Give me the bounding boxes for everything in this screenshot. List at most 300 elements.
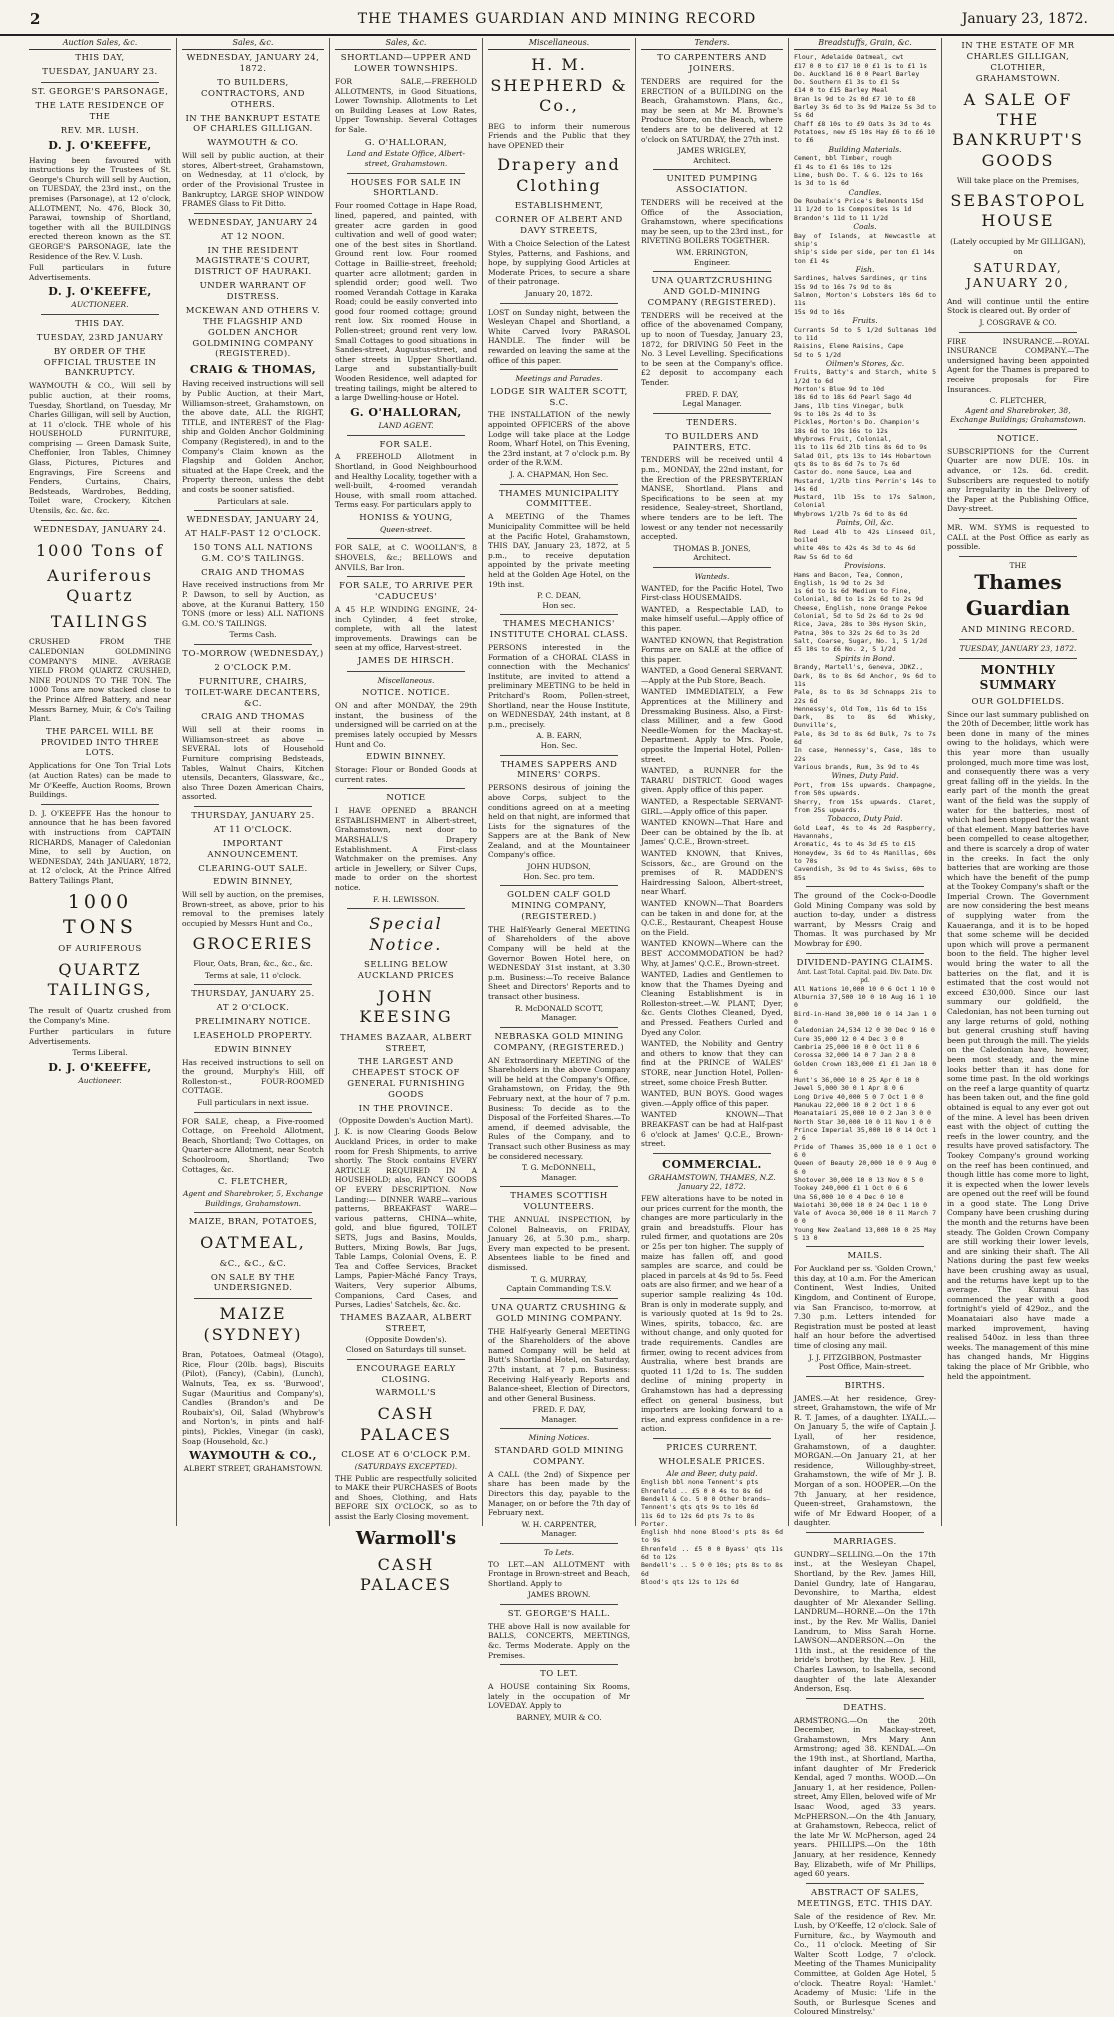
ad-body: THE above Hall is now available for BALLS, CONCERTS, MEETINGS, &c. Terms Moderate. Apply on the Premises. — [488, 1621, 630, 1660]
signature-role: Agent and Sharebroker, 5, Exchange Buildings, Grahamstown. — [182, 1189, 324, 1208]
section-heading: DEATHS. — [843, 1702, 887, 1713]
ad-body: TENDERS are required for the ERECTION of a BUILDING on the Beach, Grahamstown. Plans, &c., may be seen at Mr M. Browne's Produce Store, on the Beach, where tenders are to be delivered at 12 o'clock on SATURDAY, the 27th inst. — [641, 76, 783, 144]
ad-line: UNA QUARTZ CRUSHING & GOLD MINING COMPANY. — [491, 1302, 627, 1324]
ad-line: EDWIN BINNEY, — [213, 877, 293, 888]
deaths — [794, 1703, 936, 1879]
ad-body: Having received instructions will sell by Public Auction, at their Mart, Williamson-street, Grahamstown, on the above date, ALL the RIGHT, TITLE, and INTEREST of the Flag-ship and Golden Anchor Goldmining Company (Registered), in and to the Company's Claim known as the Flagship and Golden Anchor, situated at the Hape Creek, and the Property thereon, unless the debt and costs be sooner satisfied. — [182, 379, 324, 494]
price-row: Cheese, English, none Orange Pekoe — [794, 603, 928, 612]
signature: THOMAS B. JONES, — [673, 543, 751, 553]
ad-furniture — [182, 649, 324, 802]
price-row: Bendell & Co. 5 0 0 Other brands— — [641, 1494, 771, 1503]
price-row: 1s 6d to 1s 6d Medium to Fine, — [794, 587, 912, 596]
price-row: 11s 6d to 12s 6d pts 7s to 8s — [641, 1511, 755, 1520]
price-row: 11s to 11s 6d 2lb tins 8s 6d to 9s — [794, 443, 928, 452]
ad-line: &C., &C., &C. — [219, 1258, 287, 1269]
divider — [959, 429, 1077, 430]
ad-body: TENDERS will be received at the office of the abovenamed Company, up to noon of Tuesday, January 23, 1872, for DRIVING 50 Feet in the No. 3 Level Levelling. Specifications to be seen at the Company's office. £2 deposit to accompany each Tender. — [641, 310, 783, 388]
wanted-item: WANTED, a Good General SERVANT.—Apply at the Pub Store, Beach. — [641, 666, 783, 685]
ad-body: With a Choice Selection of the Latest Styles, Patterns, and Fashions, and hope, by supplying Good Articles at Moderate Prices, to secure a share of their patronage. — [488, 238, 630, 287]
ad-line: CRAIG & THOMAS, — [189, 363, 317, 377]
section-heading: COMMERCIAL. — [662, 1157, 762, 1171]
divider — [500, 1428, 618, 1429]
display-line: MAIZE (SYDNEY) — [203, 1304, 303, 1344]
divider — [959, 639, 1077, 640]
price-row: 15s 9d to 16s — [794, 307, 845, 316]
price-row: Dark, 8s to 8s 6d Whisky, Dunville's, — [794, 713, 936, 730]
ad-body: Storage: Flour or Bonded Goods at current rates. — [335, 765, 477, 784]
section-heading: PRICES CURRENT. — [666, 1442, 758, 1453]
divider — [653, 567, 771, 568]
section-heading: ABSTRACT OF SALES, MEETINGS, ETC. THIS DAY. — [797, 1887, 933, 1909]
divider — [806, 953, 924, 954]
price-row: Hennessy's, Old Tom, 11s 6d to 15s — [794, 704, 928, 713]
price-category: Provisions. — [844, 560, 886, 570]
signature-role: Manager. — [541, 1414, 577, 1424]
signature: C. FLETCHER, — [217, 1177, 289, 1188]
price-row: Chaff £8 10s to £9 Oats 3s 3d to 4s — [794, 119, 931, 128]
wanted-item: WANTED KNOWN—That BREAKFAST can be had at Half-past 6 o'clock at James' Q.C.E., Brown-street. — [641, 1110, 783, 1149]
notice-municipality — [488, 489, 630, 611]
notice-standard — [488, 1433, 630, 1539]
ad-body: I HAVE OPENED a BRANCH ESTABLISHMENT in Albert-street, Grahamstown, next door to MARSHALL'S Drapery Establishment. A First-class Watchmaker on the premises. Any article in Jewellery, or Silver Cups, made to order on the shortest notice. — [335, 806, 477, 892]
signature: C. FLETCHER, — [989, 396, 1047, 406]
price-row: £1 4s to £1 6s 10s to 12s — [794, 162, 892, 171]
section-heading: Meetings and Parades. — [515, 374, 603, 384]
ad-line: Closed on Saturdays till sunset. — [345, 1345, 467, 1355]
signature: FRED. F. DAY, — [532, 1405, 586, 1415]
ad-line: TO CARPENTERS AND JOINERS. — [657, 53, 767, 75]
signature-role: Architect. — [693, 553, 731, 563]
divider — [500, 1027, 618, 1028]
dividend-row: Vale of Avoca 30,000 10 0 11 March 7 0 0 — [794, 1209, 936, 1226]
price-row: 18s 6d to 19s 16s to 12s — [794, 426, 888, 435]
notice-sappers — [488, 760, 630, 882]
ad-line: IMPORTANT ANNOUNCEMENT. — [207, 838, 299, 860]
price-row: 9s to 10s 2s 4d to 3s — [794, 410, 877, 419]
wanted-item: WANTED KNOWN—That Hare and Deer can be obtained by the lb. at James' Q.C.E., Brown-street. — [641, 818, 783, 847]
ad-line: Terms Liberal. — [72, 1048, 128, 1058]
ad-body: FOR SALE, cheap, a Five-roomed Cottage, on Freehold Allotment, Beach, Shortland; Two Cottages, on Quarter-acre Allotment, near Scotch Schoolroom, Shortland; Two Cottages, &c. — [182, 1116, 324, 1174]
ad-line: CLOSE AT 6 O'CLOCK P.M. — [341, 1450, 471, 1461]
display-line: Warmoll's — [355, 1527, 457, 1549]
price-row: Cavendish, 3s 9d to 4s Swiss, 60s to 85s — [794, 865, 936, 882]
divider — [347, 788, 465, 789]
section-heading: To Lets. — [544, 1547, 574, 1557]
price-category: Candles. — [848, 187, 882, 197]
ad-body: PERSONS interested in the Formation of a CHORAL CLASS in connection with the Mechanics' Institute, are invited to attend a preliminary MEETING to be held in Pritchard's Room, Pollen-street, Shortland, near the House Institute, on WEDNESDAY, 24th instant, at 8 p.m., precisely. — [488, 643, 630, 729]
notice-lodge — [488, 374, 630, 480]
notice-to-let — [488, 1548, 630, 1600]
price-row: Aromatic, 4s to 4s 3d £5 to £15 — [794, 840, 916, 849]
price-row: Brandon's 11d to 11 1/2d — [794, 213, 888, 222]
price-row: to £6 — [794, 136, 814, 145]
article-body: ARMSTRONG.—On the 20th December, in Mackay-street, Grahamstown, Mrs Mary Ann Armstrong; aged 38. KENDAL.—On the 19th inst., at Shortland, Martha, infant daughter of Mr Frederick Kendal, aged 7 months. WOOD.—On January 1, at her residence, Pollen-street, Amy Ellen, beloved wife of Mr Isaac Wood, aged 33 years. McPHERSON.—On the 4th January, at Grahamstown, Rebecca, relict of the late Mr W. McPherson, aged 24 years. PHILLIPS.—On the 18th January, at her residence, Kennedy Bay, Elizabeth, wife of Mr Phillips, aged 60 years. — [794, 1715, 936, 1879]
article-body: FEW alterations have to be noted in our prices current for the month, the changes are more particularly in the grain and breadstuffs. Flour has ruled firmer, and quotations are 20s or 25s per ton higher. The supply of maize has fallen off, and good samples are scarce, and could be placed in parcels at 4s 9d to 5s. Feed oats are also firmer, and we hear of a superior sample realizing 4s 10d. Bran is only in moderate supply, and is variously quoted at 1s 9d to 2s. Wines, spirits, tobacco, &c. are without change, and only quoted for trade requirements. Candles are firmer, owing to recent advices from Australia, where best brands are quoted 11 1/2d to 1s. The sudden decline of mining property in Grahamstown has had a depressing effect on general business, but importers are looking forward to a rise, and express confidence in a re-action. — [641, 1194, 783, 1434]
price-row: Salad Oil, pts 13s to 14s Hobartown — [794, 451, 931, 460]
section-heading: MAILS. — [847, 1251, 883, 1262]
notice-choral — [488, 619, 630, 750]
signature: J. COSGRAVE & CO. — [979, 318, 1057, 327]
signature-role: Agent and Sharebroker, 38, Exchange Buildings; Grahamstown. — [950, 405, 1086, 425]
display-line: H. M. SHEPHERD & Co., — [490, 55, 628, 116]
price-row: ship's side per side, per ton £1 14s — [794, 248, 935, 257]
divider — [347, 908, 465, 909]
price-row: 1s 3d to 1s 6d — [794, 179, 849, 188]
signature: BARNEY, MUIR & CO. — [516, 1712, 602, 1722]
signature: JOHN HUDSON, — [527, 862, 591, 872]
prices-current — [641, 1443, 783, 1586]
price-category: Coals. — [853, 222, 877, 232]
page-number: 2 — [30, 10, 41, 28]
ad-line: FOR SALE, TO ARRIVE PER 'CADUCEUS' — [339, 581, 473, 603]
ad-body: Will take place on the Premises, — [956, 176, 1080, 186]
ad-notice-subscriptions — [947, 434, 1089, 514]
ad-line: IN THE BANKRUPT ESTATE OF CHARLES GILLIGAN. — [185, 113, 321, 135]
divider — [500, 369, 618, 370]
ad-body: AN Extraordinary MEETING of the Shareholders in the above Company will be held at the Company's Office, Grahamstown, on Friday, the 9th February next, at the hour of 7 p.m. Business: To decide as to the Disposal of the Forfeited Shares.—To amend, if deemed advisable, the Rules of the Company, and to Transact such other Business as may be considered necessary. — [488, 1055, 630, 1161]
ad-line: EDWIN BINNEY — [214, 1044, 292, 1055]
ad-line: FURNITURE, CHAIRS, TOILET-WARE DECANTERS, &C. — [185, 676, 321, 709]
display-line: A SALE OF THE BANKRUPT'S GOODS — [952, 89, 1084, 170]
ad-line: Ale and Beer, duty paid. — [666, 1468, 758, 1478]
column-7 — [942, 38, 1094, 1526]
wanted-item: WANTED IMMEDIATELY, a Few Apprentices at the Millinery and Dressmaking Business. Also, a First-class Milliner, and a few Good Needle-Women for the Mackay-st. Department. Apply to Mrs. Poole, opposite the Imperial Hotel, Pollen-street. — [641, 687, 783, 764]
ad-line: ON SALE BY THE UNDERSIGNED. — [210, 1272, 296, 1294]
price-row: Do. Southern £1 3s to £1 5s — [794, 78, 900, 87]
ad-line: TUESDAY, JANUARY 23. — [42, 67, 158, 78]
divider — [347, 173, 465, 174]
price-row: Rice, Java, 28s to 30s Hyson Skin, — [794, 620, 928, 629]
ad-line: THE PARCEL WILL BE PROVIDED INTO THREE LOTS. — [40, 726, 160, 759]
ad-line: ESTABLISHMENT, — [514, 201, 604, 212]
ad-body: Will sell at their rooms in Williamson-street as above — SEVERAL lots of Household Furniture comprising Bedsteads, Tables, Walnut Chairs, Kitchen utensils, Decanters, Glassware, &c., also Three Dozen American Chairs, assorted. — [182, 725, 324, 802]
article-subtitle: OUR GOLDFIELDS. — [971, 696, 1065, 707]
price-row: Raw 5s 6d to 6d — [794, 552, 853, 561]
divider — [500, 885, 618, 886]
ad-line: Terms Cash. — [229, 630, 277, 640]
ad-body: FOR SALE,—FREEHOLD ALLOTMENTS, in Good Situations, Lower Township. Allotments to Let on Building Leases at Low Rates, Upper Township. Several Cottages for Sale. — [335, 76, 477, 134]
ad-body: Have received instructions from Mr P. Dawson, to sell by Auction, as above, at the Kuranui Battery, 150 TONS (more or less) ALL NATIONS G.M. CO.'S TAILINGS. — [182, 580, 324, 628]
ad-line: IN THE ESTATE OF MR CHARLES GILLIGAN, CLOTHIER, GRAHAMSTOWN. — [961, 41, 1075, 84]
ad-body: ON and after MONDAY, the 29th instant, the business of the undersigned will be carried on at the premises lately occupied by Messrs Hunt and Co. — [335, 701, 477, 749]
ad-line: WEDNESDAY, JANUARY 24 — [188, 217, 318, 228]
ad-line: HOUSES FOR SALE IN SHORTLAND. — [350, 177, 462, 199]
ad-body: Having been favoured with instructions by the Trustees of St. George's Church will sell by Auction, on TUESDAY, the 23rd inst., on the premises (Parsonage), at 12 o'clock, ALLOTMENT, No. 476, Block 30, Parawai, township of Shortland, together with all the BUILDINGS erected thereon known as the ST. GEORGE'S PARSONAGE, late the Residence of the Rev. V. Lush. — [29, 155, 171, 261]
section-heading: Wanteds. — [694, 571, 730, 581]
signature: P. C. DEAN, — [537, 591, 581, 601]
signature-role: Engineer. — [693, 257, 731, 267]
price-row: Pale, 8s 3d to 8s 6d Bulk, 7s to 7s 6d — [794, 729, 936, 747]
ad-line: TENDERS. — [686, 417, 738, 428]
display-line: SATURDAY, JANUARY 20, — [966, 261, 1070, 291]
price-row: Patna, 30s to 32s 2s 6d to 3s 2d — [794, 628, 920, 637]
price-row: Pale, 8s to 8s 3d Schnapps 21s to 22s 6d — [794, 688, 936, 705]
price-row: Mustard, 1lb 15s to 17s Salmon, Colonial — [794, 493, 936, 510]
ad-line: (SATURDAYS EXCEPTED). — [354, 1462, 458, 1472]
ad-body: And will continue until the entire Stock is cleared out. By order of — [947, 296, 1089, 316]
signature-role: ALBERT STREET, GRAHAMSTOWN. — [183, 1464, 323, 1474]
article-title: MONTHLY SUMMARY — [979, 663, 1057, 693]
ad-line: WHOLESALE PRICES. — [658, 1456, 766, 1467]
signature: FRED. F. DAY, — [685, 389, 739, 399]
price-row: Castor do. none Sauce, Lea and — [794, 468, 912, 477]
auctioneer-name: D. J. O'KEEFFE, — [48, 139, 152, 153]
signature: JAMES DE HIRSCH. — [357, 655, 455, 666]
ad-line: SHORTLAND—UPPER AND LOWER TOWNSHIPS. — [340, 53, 472, 75]
price-row: Whybrows 1/2lb 7s 6d to 8s 6d — [794, 509, 908, 518]
display-line: 1000 Tons of — [35, 540, 165, 560]
price-row: Sardines, halves Sardines, qr tins — [794, 274, 928, 283]
dividend-row: Alburnia 37,500 10 0 10 Aug 16 1 10 0 — [794, 993, 936, 1010]
dividend-row: Prince Imperial 35,000 10 0 14 Oct 1 2 6 — [794, 1126, 936, 1143]
divider — [194, 806, 312, 807]
price-row: Porter. — [641, 1519, 669, 1528]
price-row: Honeydew, 3s 6d to 4s Manillas, 60s to 70s — [794, 848, 936, 866]
editorial-masthead — [947, 561, 1089, 659]
divider — [500, 1186, 618, 1187]
ad-line: IN THE RESIDENT MAGISTRATE'S COURT, DISTRICT OF HAURAKI. — [194, 245, 312, 278]
price-category: Oilmen's Stores, &c. — [825, 358, 905, 368]
ad-body: BEG to inform their numerous Friends and the Public that they have OPENED their — [488, 121, 630, 150]
divider — [194, 213, 312, 214]
ad-body: Bran, Potatoes, Oatmeal (Otago), Rice, Flour (20lb. bags), Biscuits (Pilot), (Fancy), (Cabin), (Lunch), Walnuts, Tea, ex ss. 'Burwood', Sugar (Mauritius and Company's), Candles (Brandon's and De Roubaix's), Oil, Salad (Whybrow's and Norton's, in pints and half-pints), Pickles, Vinegar (in cask), Soap (Household, &c.) — [182, 1350, 324, 1446]
section-heading: Mining Notices. — [528, 1433, 590, 1443]
ad-line: 2 O'CLOCK P.M. — [214, 662, 292, 673]
wanted-list — [641, 584, 783, 1149]
ad-keesing — [335, 914, 477, 1355]
price-row: Currants 5d to 5 1/2d Sultanas 10d to 11d — [794, 325, 936, 342]
ad-line: THAMES BAZAAR, ALBERT STREET, — [340, 1032, 472, 1054]
ad-body: WAYMOUTH & CO., Will sell by public auction, at their rooms, Tuesday, Shortland, on Tuesday, Mr Charles Gilligan, will sell by Auction, at 11 o'clock. THE whole of his HOUSEHOLD FURNITURE, comprising — Green Damask Suite, Cheffonier, Iron Tables, Chimney Glass, Pictures, Pictures and Engravings, Fire Screens and Fenders, Curtains, Chairs, Bedsteads, Wardrobes, Bedding, Toilet ware, Crockery, Kitchen Utensils, &c. &c. &c. — [29, 381, 171, 516]
display-line: OATMEAL, — [200, 1233, 306, 1253]
price-row: Barley 3s 6d to 3s 9d Maize 5s 3d to 5s 6d — [794, 103, 936, 120]
ad-body: PERSONS desirous of joining the above Corps, subject to the conditions agreed on at a meeting held on that night, are informed that Lists for the signatures of the Sappers are at the Bank of New Zealand, and at the Mountaineer Company's office. — [488, 783, 630, 860]
ad-body: THE ANNUAL INSPECTION, by Colonel Balneavis, on FRIDAY, January 26, at 5.30 p.m., sharp. Every man expected to be present. Absentees liable to be fined and dismissed. — [488, 1215, 630, 1273]
ad-line: CRAIG AND THOMAS — [201, 567, 305, 578]
ad-line: THIS DAY, — [75, 53, 125, 64]
display-line: JOHN KEESING — [359, 986, 453, 1027]
divider — [194, 510, 312, 511]
signature: THAMES BAZAAR, ALBERT STREET, — [340, 1312, 472, 1334]
signature-role: LAND AGENT. — [378, 420, 434, 430]
ad-line: AT HALF-PAST 12 O'CLOCK. — [184, 528, 322, 539]
dividend-row: North Star 30,000 10 0 11 Nov 1 0 0 — [794, 1117, 931, 1126]
wanted-item: WANTED, for the Pacific Hotel, Two First-class HOUSEMAIDS. — [641, 583, 783, 603]
signature: W. H. CARPENTER, — [521, 1519, 597, 1529]
signature-role: Queen-street. — [380, 524, 432, 534]
price-row: Mustard, 1/2lb tins Perrin's 14s to 14s 6d — [794, 476, 936, 493]
divider — [806, 1698, 924, 1699]
ad-line: CRAIG AND THOMAS — [201, 712, 305, 723]
price-row: English, 1s 9d to 2s 3d — [794, 578, 885, 587]
ad-body: The result of Quartz crushed from the Company's Mine. — [29, 1005, 171, 1025]
column-1 — [24, 38, 177, 1526]
ad-line: MCKEWAN AND OTHERS V. THE FLAGSHIP AND GOLDEN ANCHOR GOLDMINING COMPANY (REGISTERED). — [185, 305, 321, 360]
divider — [806, 1883, 924, 1884]
ad-line: (Lately occupied by Mr GILLIGAN), on — [950, 236, 1086, 256]
ad-line: WARMOLL'S — [375, 1388, 437, 1399]
wanteds — [641, 572, 783, 1149]
signature: JAMES WRIGLEY, — [677, 146, 747, 156]
ad-line: 150 TONS ALL NATIONS G.M. CO'S TAILINGS. — [192, 542, 314, 564]
dividend-row: Manukau 22,000 10 0 2 Oct 1 0 6 — [794, 1101, 916, 1110]
price-row: Pickles, Morton's Do. Champion's — [794, 418, 920, 427]
ad-line: (Opposite Dowden's Auction Mart). — [338, 1115, 474, 1125]
wanted-item: WANTED KNOWN—That Boarders can be taken in and done for, at the Q.C.E., Restaurant, Cheapest House on the Field. — [641, 898, 783, 937]
article-body: Sale of the residence of Rev. Mr. Lush, by O'Keeffe, 12 o'clock. Sale of Furniture, &c., by Waymouth and Co., 11 o'clock. Meeting of Sir Walter Scott Lodge, 7 o'clock. Meeting of the Thames Municipality Committee, at Golden Age Hotel, 5 o'clock. Theatre Royal: 'Hamlet.' Academy of Music: 'Life in the South, or Burlesque Scenes and Coloured Minstrelsy.' — [794, 1911, 936, 2017]
divider — [194, 1298, 312, 1299]
ad-body: D. J. O'KEEFFE Has the honour to announce that he has been favored with instructions from CAPTAIN RICHARDS, Manager of Caledonian Mine, to sell by Auction, on WEDNESDAY, 24th JANUARY, 1872, at 12 o'clock, At the Prince Alfred Battery Tailings Plant, — [29, 808, 171, 885]
wanted-item: WANTED, Ladies and Gentlemen to know that the Thames Dyeing and Cleaning Establishment is in Rolleston-street.—W. PLANT, Dyer, &c. Gents Clothes Cleaned, Dyed, and Pressed. Feathers Curled and Dyed any Color. — [641, 970, 783, 1037]
ad-line: WEDNESDAY, JANUARY 24, 1872. — [186, 53, 320, 75]
price-row: Blood's qts 12s to 12s 6d — [641, 1578, 739, 1586]
price-category: Tobacco, Duty Paid. — [827, 814, 903, 824]
ad-body: FOR SALE, at C. WOOLLAN'S, 8 SHOVELS, &c.; BELLOWS and ANVILS, Bar Iron. — [335, 543, 477, 572]
ad-body: Four roomed Cottage in Hape Road, lined, papered, and painted, with greater acre garden in good cultivation and well of good water; one of the best sites in Shortland. Ground rent low. Four roomed Cottage in Baillie-street, freehold; quarter acre allotment; garden in splendid order; good well. Two roomed Verandah Cottage in Karaka Road; could be easily converted into good four roomed cottage; ground rent low. Six roomed House in Pollen-street; ground rent very low. Small Cottages to good situations in Sandes-street, Augustus-street, and other streets in Upper Shortland. Large and substantially-built Wooden Residence, well adapted for treating tailings, might be altered to a large Dwelling-house or Hotel. — [335, 201, 477, 403]
column-heading: Sales, &c. — [182, 38, 324, 50]
tender-manse — [641, 418, 783, 563]
divider — [347, 1359, 465, 1360]
signature: J. J. FITZGIBBON, Postmaster — [808, 1352, 922, 1362]
dividend-row: Queen of Beauty 20,000 10 0 9 Aug 0 6 0 — [794, 1159, 936, 1176]
article-body: GUNDRY—SELLING.—On the 17th inst., at the Wesleyan Chapel, Shortland, by the Rev. James Hill, Daniel Gundry, late of Hangarau, Devonshire, to Martha, eldest daughter of Mr Alexander Selling. LANDRUM—HORNE.—On the 17th inst., by the Rev. Mr Wallis, Daniel Landrum, to Miss Sarah Horne. LAWSON—ANDERSON.—On the 11th inst., at the residence of the bride's brother, by the Rev. J. Hill, Charles Lawson, to Isabella, second daughter of the late Alexander Anderson, Esq. — [794, 1549, 936, 1694]
masthead-the: THE — [1009, 560, 1027, 570]
dividend-row: Moanataiari 25,000 10 0 2 Jan 3 0 0 — [794, 1109, 931, 1118]
column-3 — [330, 38, 483, 1595]
price-row: qts 8s to 8s 6d 7s to 7s 6d — [794, 459, 900, 468]
ad-body: Will sell by public auction, at their stores, Albert-street, Grahamstown, on Wednesday, at 11 o'clock, by order of the Provisional Trustee in Bankruptcy, LARGE SHOP WINDOW FRAMES Glass to Fit Ditto. — [182, 151, 324, 209]
ad-okeeffe — [29, 809, 171, 1086]
display-line: SEBASTOPOL HOUSE — [950, 190, 1086, 231]
ad-line: GOLDEN CALF GOLD MINING COMPANY, (REGISTERED.) — [507, 890, 611, 923]
price-row: Flour, Adelaide Oatmeal, cwt — [794, 53, 904, 62]
price-row: 5d to 5 1/2d — [794, 350, 841, 359]
ad-clearing-sale — [182, 811, 324, 980]
ad-line: REV. MR. LUSH. — [60, 125, 140, 136]
price-row: In case, Hennessy's, Case, 18s to 22s — [794, 746, 936, 763]
ad-line: CLEARING-OUT SALE. — [198, 863, 308, 874]
signature-role: Auctioneer. — [78, 1075, 122, 1085]
display-line: QUARTZ TAILINGS, — [47, 959, 153, 1000]
ad-body: A FREEHOLD Allotment in Shortland, in Good Neighbourhood and Healthy Locality, together with a well-built, 4-roomed verandah House, with small room attached. Terms easy. For particulars apply to — [335, 452, 477, 510]
ad-all-nations-tailings — [182, 515, 324, 640]
price-row: Colonial, 8d to 1s 2s 6d to 2s 9d — [794, 595, 924, 604]
signature-role: Hon. Sec. — [540, 740, 578, 750]
ad-fire-insurance — [947, 337, 1089, 425]
dividend-row: All Nations 10,000 10 0 6 Oct 1 10 0 — [794, 984, 935, 993]
price-row: Port, from 15s upwards. Champagne, from 50s upwards. — [794, 780, 936, 798]
signature-role: Land and Estate Office, Albert-street, Grahamstown. — [346, 149, 466, 169]
divider — [959, 518, 1077, 519]
signature: WAYMOUTH & CO., — [189, 1449, 317, 1463]
ad-line: SELLING BELOW AUCKLAND PRICES — [357, 960, 455, 981]
signature: G. O'HALLORAN, — [364, 137, 448, 148]
ad-body: Flour, Oats, Bran, &c., &c., &c. — [193, 959, 313, 969]
ad-line: WAYMOUTH & CO. — [207, 138, 299, 149]
prices-grid — [794, 53, 936, 882]
divider — [41, 82, 159, 83]
divider — [41, 520, 159, 521]
divider — [500, 755, 618, 756]
ad-body: A CALL (the 2nd) of Sixpence per share has been made by the Directors this day, payable to the Manager, on or before the 7th day of February next. — [488, 1469, 630, 1518]
ad-line: UNITED PUMPING ASSOCIATION. — [666, 174, 758, 196]
ad-line: LODGE SIR WALTER SCOTT, S.C. — [490, 386, 628, 408]
display-line: Special Notice. — [369, 914, 443, 954]
ad-line: AT 11 O'CLOCK. — [213, 824, 293, 835]
notice-una — [488, 1303, 630, 1425]
signature: A. B. EARN, — [536, 731, 582, 741]
price-category: Fish. — [855, 264, 875, 274]
ad-line: THAMES MUNICIPALITY COMMITTEE. — [498, 488, 620, 510]
wanted-item: WANTED, a Respectable SERVANT-GIRL.—Apply office of this paper. — [641, 797, 783, 816]
divider — [653, 1438, 771, 1439]
ad-line: UNDER WARRANT OF DISTRESS. — [199, 281, 307, 303]
marriages — [794, 1537, 936, 1694]
ad-body: A 45 H.P. WINDING ENGINE, 24-inch Cylinder, 4 feet stroke, complete, with all the latest improvements. Drawings can be seen at my office, Harvest-street. — [335, 604, 477, 653]
signature-role: Hon. Sec. pro tem. — [523, 871, 595, 881]
ad-warmolls — [335, 1364, 477, 1596]
ad-line: THIS DAY. — [75, 318, 125, 329]
ad-line: THE LARGEST AND CHEAPEST STOCK OF GENERAL FURNISHING GOODS — [347, 1057, 465, 1101]
ad-body: Applications for One Ton Trial Lots (at Auction Rates) can be made to Mr O'Keeffe, Auction Rooms, Brown Buildings. — [29, 761, 171, 800]
column-4 — [483, 38, 636, 1722]
dividend-row: Una 56,000 10 0 4 Dec 0 10 0 — [794, 1192, 904, 1201]
ad-line: Particulars at sale. — [217, 496, 289, 506]
divider — [500, 303, 618, 304]
ad-line: THAMES MECHANICS' INSTITUTE CHORAL CLASS. — [489, 619, 629, 641]
notice-hall — [488, 1609, 630, 1660]
column-heading: Sales, &c. — [335, 38, 477, 50]
divider — [347, 538, 465, 539]
dividend-row: Shotover 30,000 10 0 13 Nov 0 5 0 — [794, 1175, 924, 1184]
display-line: TAILINGS — [50, 611, 150, 631]
divider — [959, 332, 1077, 333]
ad-line: THAMES SAPPERS AND MINERS' CORPS. — [500, 759, 618, 781]
divider — [653, 169, 771, 170]
ad-line: CORNER OF ALBERT AND DAVY STREETS, — [495, 215, 623, 237]
ad-line: FOR SALE. — [379, 439, 433, 450]
price-row: Ehrenfeld .. £5 0 0 4s to 8s 6d — [641, 1486, 763, 1495]
wanted-item: WANTED KNOWN, that Registration Forms are on SALE at the office of this paper. — [641, 635, 783, 664]
dividend-row: Caledonian 24,534 12 0 30 Dec 9 16 0 — [794, 1026, 935, 1035]
ad-line: UNA QUARTZCRUSHING AND GOLD-MINING COMPANY (REGISTERED). — [647, 276, 777, 308]
ad-distress-warrant — [182, 218, 324, 506]
section-heading: DIVIDEND-PAYING CLAIMS. — [796, 957, 934, 968]
divider — [806, 886, 924, 887]
signature-role: (Opposite Dowden's). — [365, 1335, 447, 1345]
ad-body: THE Half-Yearly General MEETING of Shareholders of the above Company will be held at the Governor Bowen Hotel here, on WEDNESDAY 31st instant, at 3.30 p.m. Business:—To receive Balance Sheet and Directors' Reports and to transact other business. — [488, 924, 630, 1002]
price-category: Wines, Duty Paid. — [831, 771, 899, 781]
ad-line: WEDNESDAY, JANUARY 24, — [186, 515, 320, 526]
ad-body: CRUSHED FROM THE CALEDONIAN GOLDMINING COMPANY'S MINE. AVERAGE YIELD FROM QUARTZ CRUSHED, NINE POUNDS TO THE TON. The 1000 Tons are now stacked close to the Prince Alfred Battery, and near Messrs Barney, Muir, & Co's Tailing Plant. — [29, 637, 171, 724]
divider — [41, 314, 159, 315]
signature: F. H. LEWISSON. — [373, 894, 439, 904]
divider — [500, 1298, 618, 1299]
dividend-row: Corossa 32,000 14 0 7 Jan 2 8 0 — [794, 1051, 916, 1060]
signature: WM. ERRINGTON, — [675, 248, 749, 258]
ad-body: Further particulars in future Advertisements. — [29, 1027, 171, 1046]
article-body: Since our last summary published on the 20th of December, little work has been done in many of the mines owing to the holidays, which were this year more than usually prolonged, much more time was lost, and consequently there was a very great falling off in the yields. In the early part of the month the great want of the field was the supply of water for the batteries, most of which had been stopped for the want of that element. Many batteries have been compelled to cease altogether, and there is scarcely a drop of water in the creeks. In fact the only batteries that are working are those which have the benefit of the pump at the Tookey Company's shaft or the Imperial Crown. The Government are now considering the best means of supplying water from the Kauaeranga, and it is to be hoped that some scheme will be decided upon which will prove a permanent boon to the field. The higher level would bring the water to all the batteries on the flat, and it is estimated that the cost would not exceed £30,000. Since our last summary our goldfield, the Caledonian, has not been turning out any large returns of gold, nothing but general crushing stuff having been put through the mill. The yields on the Caledonian have, however, been most steady, and the mine looks better than it has done for some time past. In the old workings on the reef a large quantity of quartz has been taken out, and the fine gold obtained is equal to any ever got out of the mine. A level has been driven east with the object of cutting the reefs in the lower country, and the results have proved satisfactory. The Tookey Company's ground working on the reef has been continued, and though little has come more to light, it is expected when the lower levels are opened out the reef will be found in a good state. The Long Drive Company have been crushing during the month and the returns have been steady. The Golden Crown Company are still working their lower levels, and are sinking their shaft. The All Nations during the past few weeks have been crushing away as usual, and the returns have kept up to the average. The Kuranui has commenced the year with a good fortnight's yield of 429oz., and the Moanataiari also have made a marked improvement, having realised 540oz. in less than three weeks. The management of this mine has changed hands, Mr Higgins taking the place of Mr Gribble, who held the appointment. — [947, 709, 1089, 1381]
ad-line: NEBRASKA GOLD MINING COMPANY, (REGISTERED.) — [493, 1031, 625, 1053]
display-line: CASH PALACES — [360, 1404, 452, 1444]
ad-body: THE Half-yearly General MEETING of the Shareholders of the above named Company will be held at Butt's Shortland Hotel, on Saturday, 27th instant, at 7 p.m. Business: Receiving Half-yearly Reports and Balance-sheet, Election of Directors, and other General Business. — [488, 1326, 630, 1403]
tender-carpenters — [641, 53, 783, 165]
display-line: 1000 TONS — [63, 891, 137, 938]
signature-role: Manager. — [541, 1172, 577, 1182]
ad-maize-bran — [182, 1217, 324, 1294]
price-row: Raisins, Eleme Raisins, Cape — [794, 342, 904, 351]
ad-body: FIRE INSURANCE.—ROYAL INSURANCE COMPANY.—The undersigned having been appointed Agent for the Thames is prepared to receive proposals for Fire Insurances. — [947, 336, 1089, 394]
